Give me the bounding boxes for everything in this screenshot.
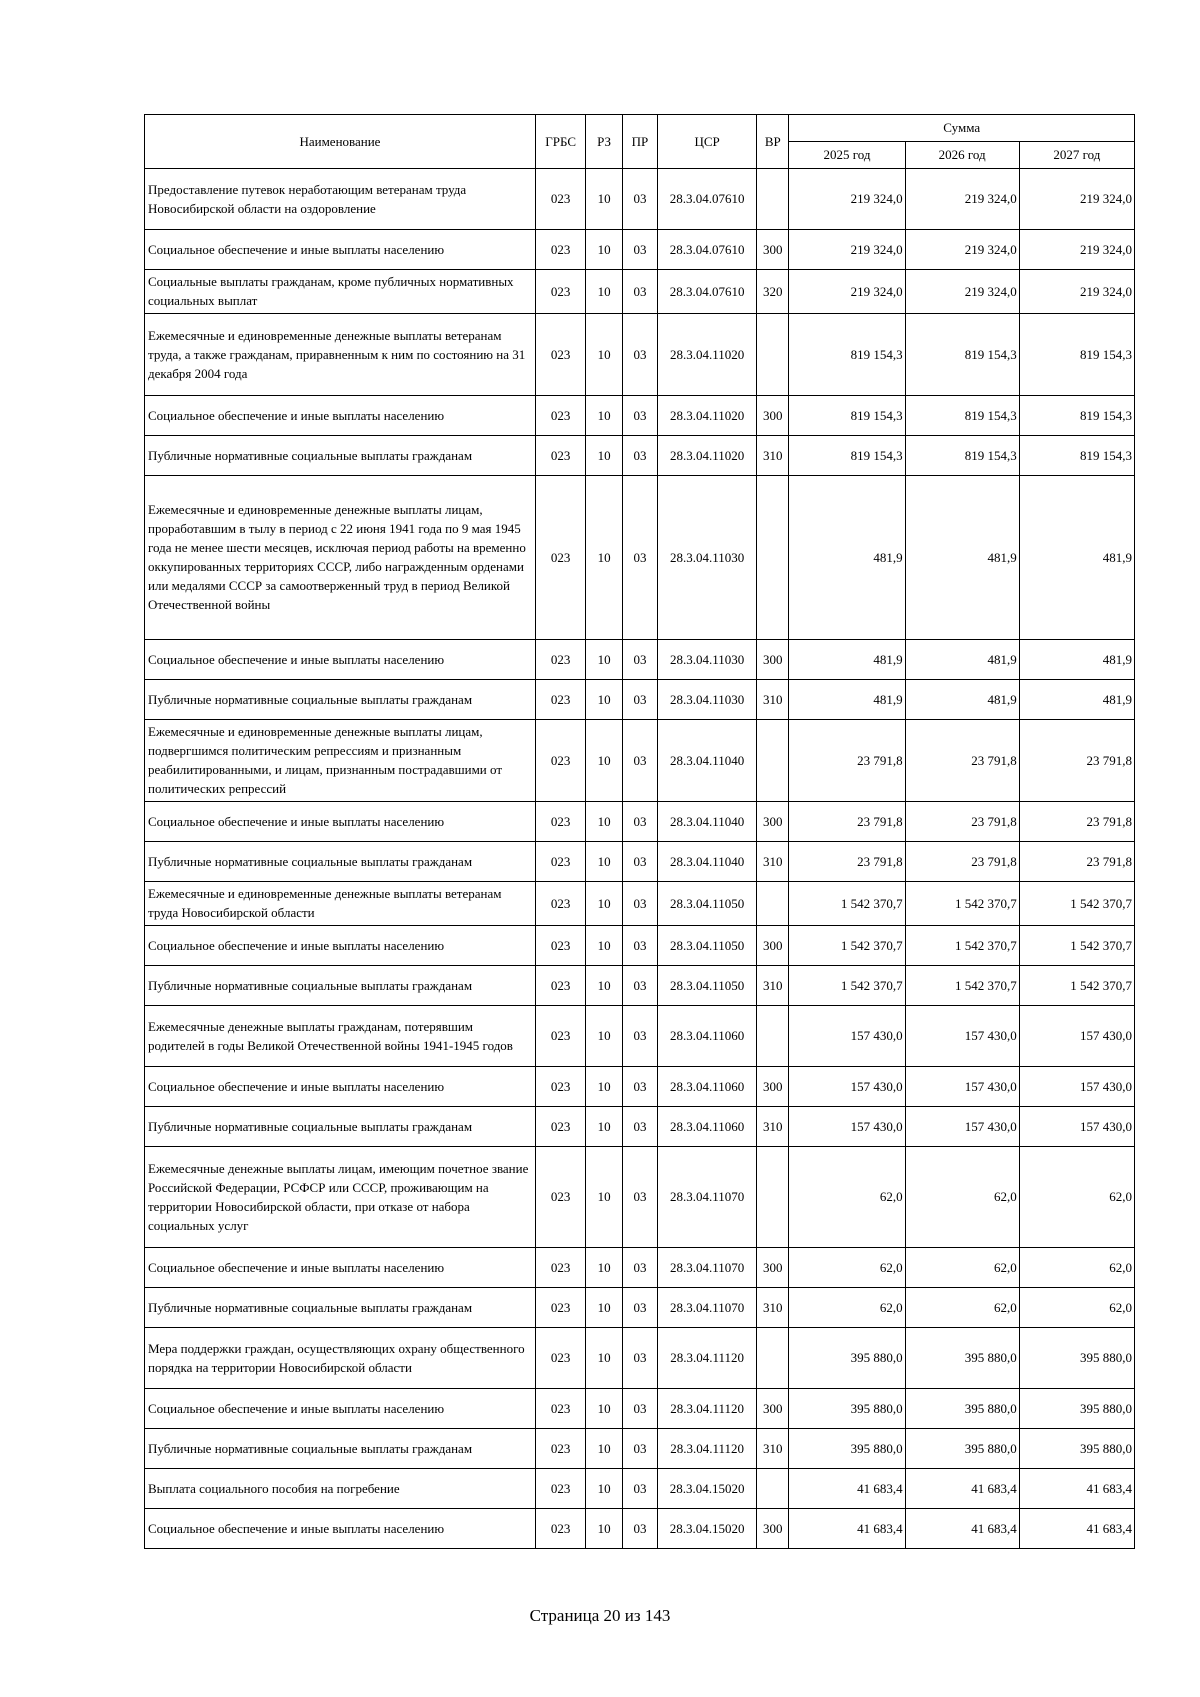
row-sum-2025: 62,0 xyxy=(789,1248,905,1288)
header-sum: Сумма xyxy=(789,115,1135,142)
row-name: Публичные нормативные социальные выплаты гражданам xyxy=(145,1107,536,1147)
row-rz: 10 xyxy=(586,1006,622,1067)
row-rz: 10 xyxy=(586,842,622,882)
row-name: Социальное обеспечение и иные выплаты населению xyxy=(145,1389,536,1429)
table-row xyxy=(145,1147,1135,1248)
row-csr: 28.3.04.11020 xyxy=(658,436,757,476)
row-sum-2026: 157 430,0 xyxy=(905,1107,1019,1147)
table-row xyxy=(145,476,1135,640)
row-sum-2026: 157 430,0 xyxy=(905,1067,1019,1107)
row-sum-2027: 157 430,0 xyxy=(1019,1006,1134,1067)
row-sum-2026: 395 880,0 xyxy=(905,1429,1019,1469)
row-name: Публичные нормативные социальные выплаты гражданам xyxy=(145,1288,536,1328)
row-vr: 300 xyxy=(757,926,789,966)
table-row xyxy=(145,802,1135,842)
row-sum-2027: 23 791,8 xyxy=(1019,842,1134,882)
row-sum-2026: 23 791,8 xyxy=(905,802,1019,842)
table-row xyxy=(145,1248,1135,1288)
table-row xyxy=(145,436,1135,476)
row-sum-2025: 395 880,0 xyxy=(789,1429,905,1469)
row-grbs: 023 xyxy=(535,1509,586,1549)
row-sum-2026: 219 324,0 xyxy=(905,169,1019,230)
header-year-2025: 2025 год xyxy=(789,142,905,169)
row-sum-2025: 481,9 xyxy=(789,640,905,680)
row-grbs: 023 xyxy=(535,1328,586,1389)
row-rz: 10 xyxy=(586,802,622,842)
row-grbs: 023 xyxy=(535,169,586,230)
row-sum-2027: 819 154,3 xyxy=(1019,436,1134,476)
table-row xyxy=(145,1107,1135,1147)
table-body xyxy=(145,169,1135,1549)
row-vr: 310 xyxy=(757,842,789,882)
row-sum-2025: 157 430,0 xyxy=(789,1006,905,1067)
row-pr: 03 xyxy=(622,169,657,230)
row-grbs: 023 xyxy=(535,1288,586,1328)
row-vr: 310 xyxy=(757,436,789,476)
row-sum-2026: 481,9 xyxy=(905,476,1019,640)
table-row xyxy=(145,882,1135,926)
row-name: Ежемесячные денежные выплаты гражданам, потерявшим родителей в годы Великой Отечественной войны 1941-1945 годов xyxy=(145,1006,536,1067)
row-vr xyxy=(757,169,789,230)
row-name: Публичные нормативные социальные выплаты гражданам xyxy=(145,436,536,476)
row-sum-2027: 819 154,3 xyxy=(1019,396,1134,436)
row-name: Социальное обеспечение и иные выплаты населению xyxy=(145,1509,536,1549)
row-rz: 10 xyxy=(586,1107,622,1147)
row-sum-2025: 819 154,3 xyxy=(789,436,905,476)
row-sum-2027: 219 324,0 xyxy=(1019,270,1134,314)
row-vr: 300 xyxy=(757,802,789,842)
row-csr: 28.3.04.11070 xyxy=(658,1288,757,1328)
table-row xyxy=(145,640,1135,680)
row-vr: 320 xyxy=(757,270,789,314)
row-csr: 28.3.04.11030 xyxy=(658,640,757,680)
header-grbs: ГРБС xyxy=(535,115,586,169)
row-rz: 10 xyxy=(586,1067,622,1107)
row-vr: 310 xyxy=(757,966,789,1006)
row-name: Социальные выплаты гражданам, кроме публичных нормативных социальных выплат xyxy=(145,270,536,314)
row-rz: 10 xyxy=(586,1288,622,1328)
row-name: Мера поддержки граждан, осуществляющих охрану общественного порядка на территории Новосибирской области xyxy=(145,1328,536,1389)
row-sum-2025: 219 324,0 xyxy=(789,270,905,314)
row-sum-2025: 481,9 xyxy=(789,680,905,720)
row-grbs: 023 xyxy=(535,640,586,680)
row-csr: 28.3.04.11040 xyxy=(658,842,757,882)
table-row xyxy=(145,1469,1135,1509)
row-grbs: 023 xyxy=(535,1067,586,1107)
row-vr: 300 xyxy=(757,1389,789,1429)
row-grbs: 023 xyxy=(535,966,586,1006)
header-rz: РЗ xyxy=(586,115,622,169)
row-rz: 10 xyxy=(586,1469,622,1509)
header-pr: ПР xyxy=(622,115,657,169)
header-year-2026: 2026 год xyxy=(905,142,1019,169)
row-sum-2027: 481,9 xyxy=(1019,680,1134,720)
row-sum-2025: 219 324,0 xyxy=(789,230,905,270)
row-pr: 03 xyxy=(622,270,657,314)
row-sum-2026: 157 430,0 xyxy=(905,1006,1019,1067)
row-sum-2025: 395 880,0 xyxy=(789,1389,905,1429)
row-csr: 28.3.04.11060 xyxy=(658,1107,757,1147)
row-csr: 28.3.04.11020 xyxy=(658,314,757,396)
row-sum-2026: 62,0 xyxy=(905,1248,1019,1288)
row-pr: 03 xyxy=(622,1288,657,1328)
row-pr: 03 xyxy=(622,720,657,802)
row-rz: 10 xyxy=(586,396,622,436)
row-name: Социальное обеспечение и иные выплаты населению xyxy=(145,230,536,270)
row-sum-2025: 41 683,4 xyxy=(789,1509,905,1549)
row-vr: 300 xyxy=(757,230,789,270)
row-rz: 10 xyxy=(586,680,622,720)
row-name: Ежемесячные и единовременные денежные выплаты ветеранам труда Новосибирской области xyxy=(145,882,536,926)
header-vr: ВР xyxy=(757,115,789,169)
row-rz: 10 xyxy=(586,1509,622,1549)
row-name: Выплата социального пособия на погребение xyxy=(145,1469,536,1509)
row-sum-2026: 219 324,0 xyxy=(905,270,1019,314)
row-name: Социальное обеспечение и иные выплаты населению xyxy=(145,926,536,966)
row-vr xyxy=(757,314,789,396)
row-rz: 10 xyxy=(586,476,622,640)
row-pr: 03 xyxy=(622,680,657,720)
row-rz: 10 xyxy=(586,314,622,396)
row-pr: 03 xyxy=(622,966,657,1006)
row-grbs: 023 xyxy=(535,476,586,640)
table-header xyxy=(145,115,1135,169)
row-sum-2027: 1 542 370,7 xyxy=(1019,926,1134,966)
table-row xyxy=(145,1328,1135,1389)
table-row xyxy=(145,1389,1135,1429)
row-name: Социальное обеспечение и иные выплаты населению xyxy=(145,1248,536,1288)
row-sum-2027: 23 791,8 xyxy=(1019,802,1134,842)
row-sum-2026: 219 324,0 xyxy=(905,230,1019,270)
row-vr: 310 xyxy=(757,1288,789,1328)
row-pr: 03 xyxy=(622,1389,657,1429)
row-rz: 10 xyxy=(586,926,622,966)
row-name: Предоставление путевок неработающим ветеранам труда Новосибирской области на оздоровление xyxy=(145,169,536,230)
row-sum-2027: 819 154,3 xyxy=(1019,314,1134,396)
row-sum-2025: 23 791,8 xyxy=(789,842,905,882)
row-name: Социальное обеспечение и иные выплаты населению xyxy=(145,396,536,436)
row-vr: 300 xyxy=(757,1248,789,1288)
row-sum-2027: 23 791,8 xyxy=(1019,720,1134,802)
row-name: Публичные нормативные социальные выплаты гражданам xyxy=(145,842,536,882)
row-csr: 28.3.04.11050 xyxy=(658,926,757,966)
row-name: Социальное обеспечение и иные выплаты населению xyxy=(145,1067,536,1107)
row-csr: 28.3.04.11030 xyxy=(658,476,757,640)
row-pr: 03 xyxy=(622,1107,657,1147)
row-pr: 03 xyxy=(622,230,657,270)
row-grbs: 023 xyxy=(535,230,586,270)
row-vr: 300 xyxy=(757,640,789,680)
row-sum-2025: 1 542 370,7 xyxy=(789,926,905,966)
row-name: Ежемесячные и единовременные денежные выплаты лицам, подвергшимся политическим репрессиям и признанным реабилитированными, и лицам, признанным пострадавшими от политических репрессий xyxy=(145,720,536,802)
row-grbs: 023 xyxy=(535,926,586,966)
row-sum-2026: 481,9 xyxy=(905,640,1019,680)
row-rz: 10 xyxy=(586,720,622,802)
row-sum-2027: 157 430,0 xyxy=(1019,1067,1134,1107)
row-rz: 10 xyxy=(586,230,622,270)
row-csr: 28.3.04.11020 xyxy=(658,396,757,436)
row-sum-2026: 62,0 xyxy=(905,1288,1019,1328)
row-rz: 10 xyxy=(586,1328,622,1389)
row-grbs: 023 xyxy=(535,1429,586,1469)
row-csr: 28.3.04.11070 xyxy=(658,1248,757,1288)
row-pr: 03 xyxy=(622,436,657,476)
table-row xyxy=(145,169,1135,230)
row-pr: 03 xyxy=(622,842,657,882)
table-row xyxy=(145,720,1135,802)
row-sum-2026: 41 683,4 xyxy=(905,1469,1019,1509)
row-grbs: 023 xyxy=(535,680,586,720)
table-row xyxy=(145,926,1135,966)
row-sum-2026: 1 542 370,7 xyxy=(905,966,1019,1006)
row-sum-2027: 219 324,0 xyxy=(1019,169,1134,230)
row-rz: 10 xyxy=(586,169,622,230)
row-grbs: 023 xyxy=(535,802,586,842)
row-grbs: 023 xyxy=(535,1248,586,1288)
row-pr: 03 xyxy=(622,396,657,436)
row-sum-2025: 157 430,0 xyxy=(789,1067,905,1107)
row-sum-2025: 219 324,0 xyxy=(789,169,905,230)
row-sum-2027: 157 430,0 xyxy=(1019,1107,1134,1147)
row-pr: 03 xyxy=(622,802,657,842)
row-pr: 03 xyxy=(622,1509,657,1549)
row-rz: 10 xyxy=(586,1147,622,1248)
row-pr: 03 xyxy=(622,1469,657,1509)
table-row xyxy=(145,1067,1135,1107)
row-grbs: 023 xyxy=(535,436,586,476)
row-vr: 300 xyxy=(757,396,789,436)
row-csr: 28.3.04.15020 xyxy=(658,1509,757,1549)
row-sum-2025: 819 154,3 xyxy=(789,314,905,396)
table-row xyxy=(145,1429,1135,1469)
row-grbs: 023 xyxy=(535,270,586,314)
table-row xyxy=(145,396,1135,436)
row-sum-2027: 395 880,0 xyxy=(1019,1429,1134,1469)
row-csr: 28.3.04.15020 xyxy=(658,1469,757,1509)
row-pr: 03 xyxy=(622,1328,657,1389)
header-name: Наименование xyxy=(145,115,536,169)
row-sum-2027: 481,9 xyxy=(1019,476,1134,640)
table-row xyxy=(145,314,1135,396)
row-sum-2027: 62,0 xyxy=(1019,1248,1134,1288)
row-sum-2027: 1 542 370,7 xyxy=(1019,882,1134,926)
row-sum-2027: 395 880,0 xyxy=(1019,1328,1134,1389)
row-vr xyxy=(757,720,789,802)
row-sum-2026: 41 683,4 xyxy=(905,1509,1019,1549)
row-sum-2025: 62,0 xyxy=(789,1288,905,1328)
row-rz: 10 xyxy=(586,966,622,1006)
row-csr: 28.3.04.11050 xyxy=(658,882,757,926)
row-csr: 28.3.04.11120 xyxy=(658,1328,757,1389)
row-sum-2026: 819 154,3 xyxy=(905,436,1019,476)
row-csr: 28.3.04.11060 xyxy=(658,1006,757,1067)
row-vr xyxy=(757,1147,789,1248)
row-csr: 28.3.04.07610 xyxy=(658,169,757,230)
table-row xyxy=(145,680,1135,720)
row-pr: 03 xyxy=(622,1147,657,1248)
row-rz: 10 xyxy=(586,1429,622,1469)
row-name: Публичные нормативные социальные выплаты гражданам xyxy=(145,1429,536,1469)
row-sum-2026: 819 154,3 xyxy=(905,396,1019,436)
row-sum-2025: 157 430,0 xyxy=(789,1107,905,1147)
row-csr: 28.3.04.07610 xyxy=(658,270,757,314)
row-sum-2025: 23 791,8 xyxy=(789,802,905,842)
row-sum-2026: 1 542 370,7 xyxy=(905,882,1019,926)
row-name: Ежемесячные и единовременные денежные выплаты ветеранам труда, а также гражданам, приравненным к ним по состоянию на 31 декабря 2004 года xyxy=(145,314,536,396)
row-sum-2027: 481,9 xyxy=(1019,640,1134,680)
row-sum-2026: 395 880,0 xyxy=(905,1328,1019,1389)
header-year-2027: 2027 год xyxy=(1019,142,1134,169)
row-csr: 28.3.04.11060 xyxy=(658,1067,757,1107)
row-sum-2027: 62,0 xyxy=(1019,1147,1134,1248)
row-name: Ежемесячные денежные выплаты лицам, имеющим почетное звание Российской Федерации, РСФСР или СССР, проживающим на территории Новосибирской области, при отказе от набора социальных услуг xyxy=(145,1147,536,1248)
row-sum-2026: 819 154,3 xyxy=(905,314,1019,396)
row-sum-2026: 23 791,8 xyxy=(905,842,1019,882)
row-grbs: 023 xyxy=(535,1389,586,1429)
row-pr: 03 xyxy=(622,926,657,966)
row-grbs: 023 xyxy=(535,314,586,396)
budget-table xyxy=(144,114,1135,1549)
row-sum-2025: 1 542 370,7 xyxy=(789,882,905,926)
row-vr: 310 xyxy=(757,680,789,720)
row-name: Социальное обеспечение и иные выплаты населению xyxy=(145,802,536,842)
row-vr: 300 xyxy=(757,1509,789,1549)
row-vr xyxy=(757,882,789,926)
row-csr: 28.3.04.11070 xyxy=(658,1147,757,1248)
row-vr xyxy=(757,1328,789,1389)
row-sum-2026: 481,9 xyxy=(905,680,1019,720)
row-pr: 03 xyxy=(622,476,657,640)
row-csr: 28.3.04.11120 xyxy=(658,1429,757,1469)
row-csr: 28.3.04.11040 xyxy=(658,802,757,842)
row-vr: 310 xyxy=(757,1429,789,1469)
row-name: Социальное обеспечение и иные выплаты населению xyxy=(145,640,536,680)
row-sum-2025: 41 683,4 xyxy=(789,1469,905,1509)
row-csr: 28.3.04.11030 xyxy=(658,680,757,720)
row-grbs: 023 xyxy=(535,842,586,882)
row-grbs: 023 xyxy=(535,882,586,926)
row-csr: 28.3.04.07610 xyxy=(658,230,757,270)
table-row xyxy=(145,1006,1135,1067)
table-row xyxy=(145,1288,1135,1328)
row-grbs: 023 xyxy=(535,1107,586,1147)
row-csr: 28.3.04.11120 xyxy=(658,1389,757,1429)
row-sum-2027: 395 880,0 xyxy=(1019,1389,1134,1429)
row-vr: 310 xyxy=(757,1107,789,1147)
row-rz: 10 xyxy=(586,436,622,476)
header-csr: ЦСР xyxy=(658,115,757,169)
row-grbs: 023 xyxy=(535,1469,586,1509)
row-name: Ежемесячные и единовременные денежные выплаты лицам, проработавшим в тылу в период с 22 июня 1941 года по 9 мая 1945 года не менее шести месяцев, исключая период работы на временно оккупированных территориях СССР, либо награжденным орденами или медалями СССР за самоотверженный труд в период Великой Отечественной войны xyxy=(145,476,536,640)
row-sum-2025: 481,9 xyxy=(789,476,905,640)
table-row xyxy=(145,270,1135,314)
row-sum-2025: 395 880,0 xyxy=(789,1328,905,1389)
table-row xyxy=(145,1509,1135,1549)
row-vr xyxy=(757,1006,789,1067)
row-sum-2026: 395 880,0 xyxy=(905,1389,1019,1429)
row-rz: 10 xyxy=(586,640,622,680)
row-grbs: 023 xyxy=(535,1006,586,1067)
row-csr: 28.3.04.11040 xyxy=(658,720,757,802)
row-csr: 28.3.04.11050 xyxy=(658,966,757,1006)
page-number: Страница 20 из 143 xyxy=(529,1606,671,1625)
table-row xyxy=(145,842,1135,882)
row-sum-2027: 41 683,4 xyxy=(1019,1509,1134,1549)
row-vr xyxy=(757,1469,789,1509)
row-pr: 03 xyxy=(622,1248,657,1288)
row-vr xyxy=(757,476,789,640)
row-sum-2025: 62,0 xyxy=(789,1147,905,1248)
row-sum-2027: 219 324,0 xyxy=(1019,230,1134,270)
row-pr: 03 xyxy=(622,1429,657,1469)
row-name: Публичные нормативные социальные выплаты гражданам xyxy=(145,966,536,1006)
row-rz: 10 xyxy=(586,1248,622,1288)
row-vr: 300 xyxy=(757,1067,789,1107)
row-sum-2026: 62,0 xyxy=(905,1147,1019,1248)
table-row xyxy=(145,966,1135,1006)
row-grbs: 023 xyxy=(535,720,586,802)
row-rz: 10 xyxy=(586,270,622,314)
row-grbs: 023 xyxy=(535,396,586,436)
row-sum-2025: 1 542 370,7 xyxy=(789,966,905,1006)
row-pr: 03 xyxy=(622,882,657,926)
row-sum-2027: 1 542 370,7 xyxy=(1019,966,1134,1006)
row-rz: 10 xyxy=(586,1389,622,1429)
row-grbs: 023 xyxy=(535,1147,586,1248)
row-pr: 03 xyxy=(622,1067,657,1107)
row-rz: 10 xyxy=(586,882,622,926)
row-name: Публичные нормативные социальные выплаты гражданам xyxy=(145,680,536,720)
row-sum-2026: 23 791,8 xyxy=(905,720,1019,802)
table-row xyxy=(145,230,1135,270)
row-sum-2025: 23 791,8 xyxy=(789,720,905,802)
row-sum-2026: 1 542 370,7 xyxy=(905,926,1019,966)
row-sum-2025: 819 154,3 xyxy=(789,396,905,436)
row-pr: 03 xyxy=(622,640,657,680)
row-sum-2027: 41 683,4 xyxy=(1019,1469,1134,1509)
row-pr: 03 xyxy=(622,1006,657,1067)
row-sum-2027: 62,0 xyxy=(1019,1288,1134,1328)
row-pr: 03 xyxy=(622,314,657,396)
